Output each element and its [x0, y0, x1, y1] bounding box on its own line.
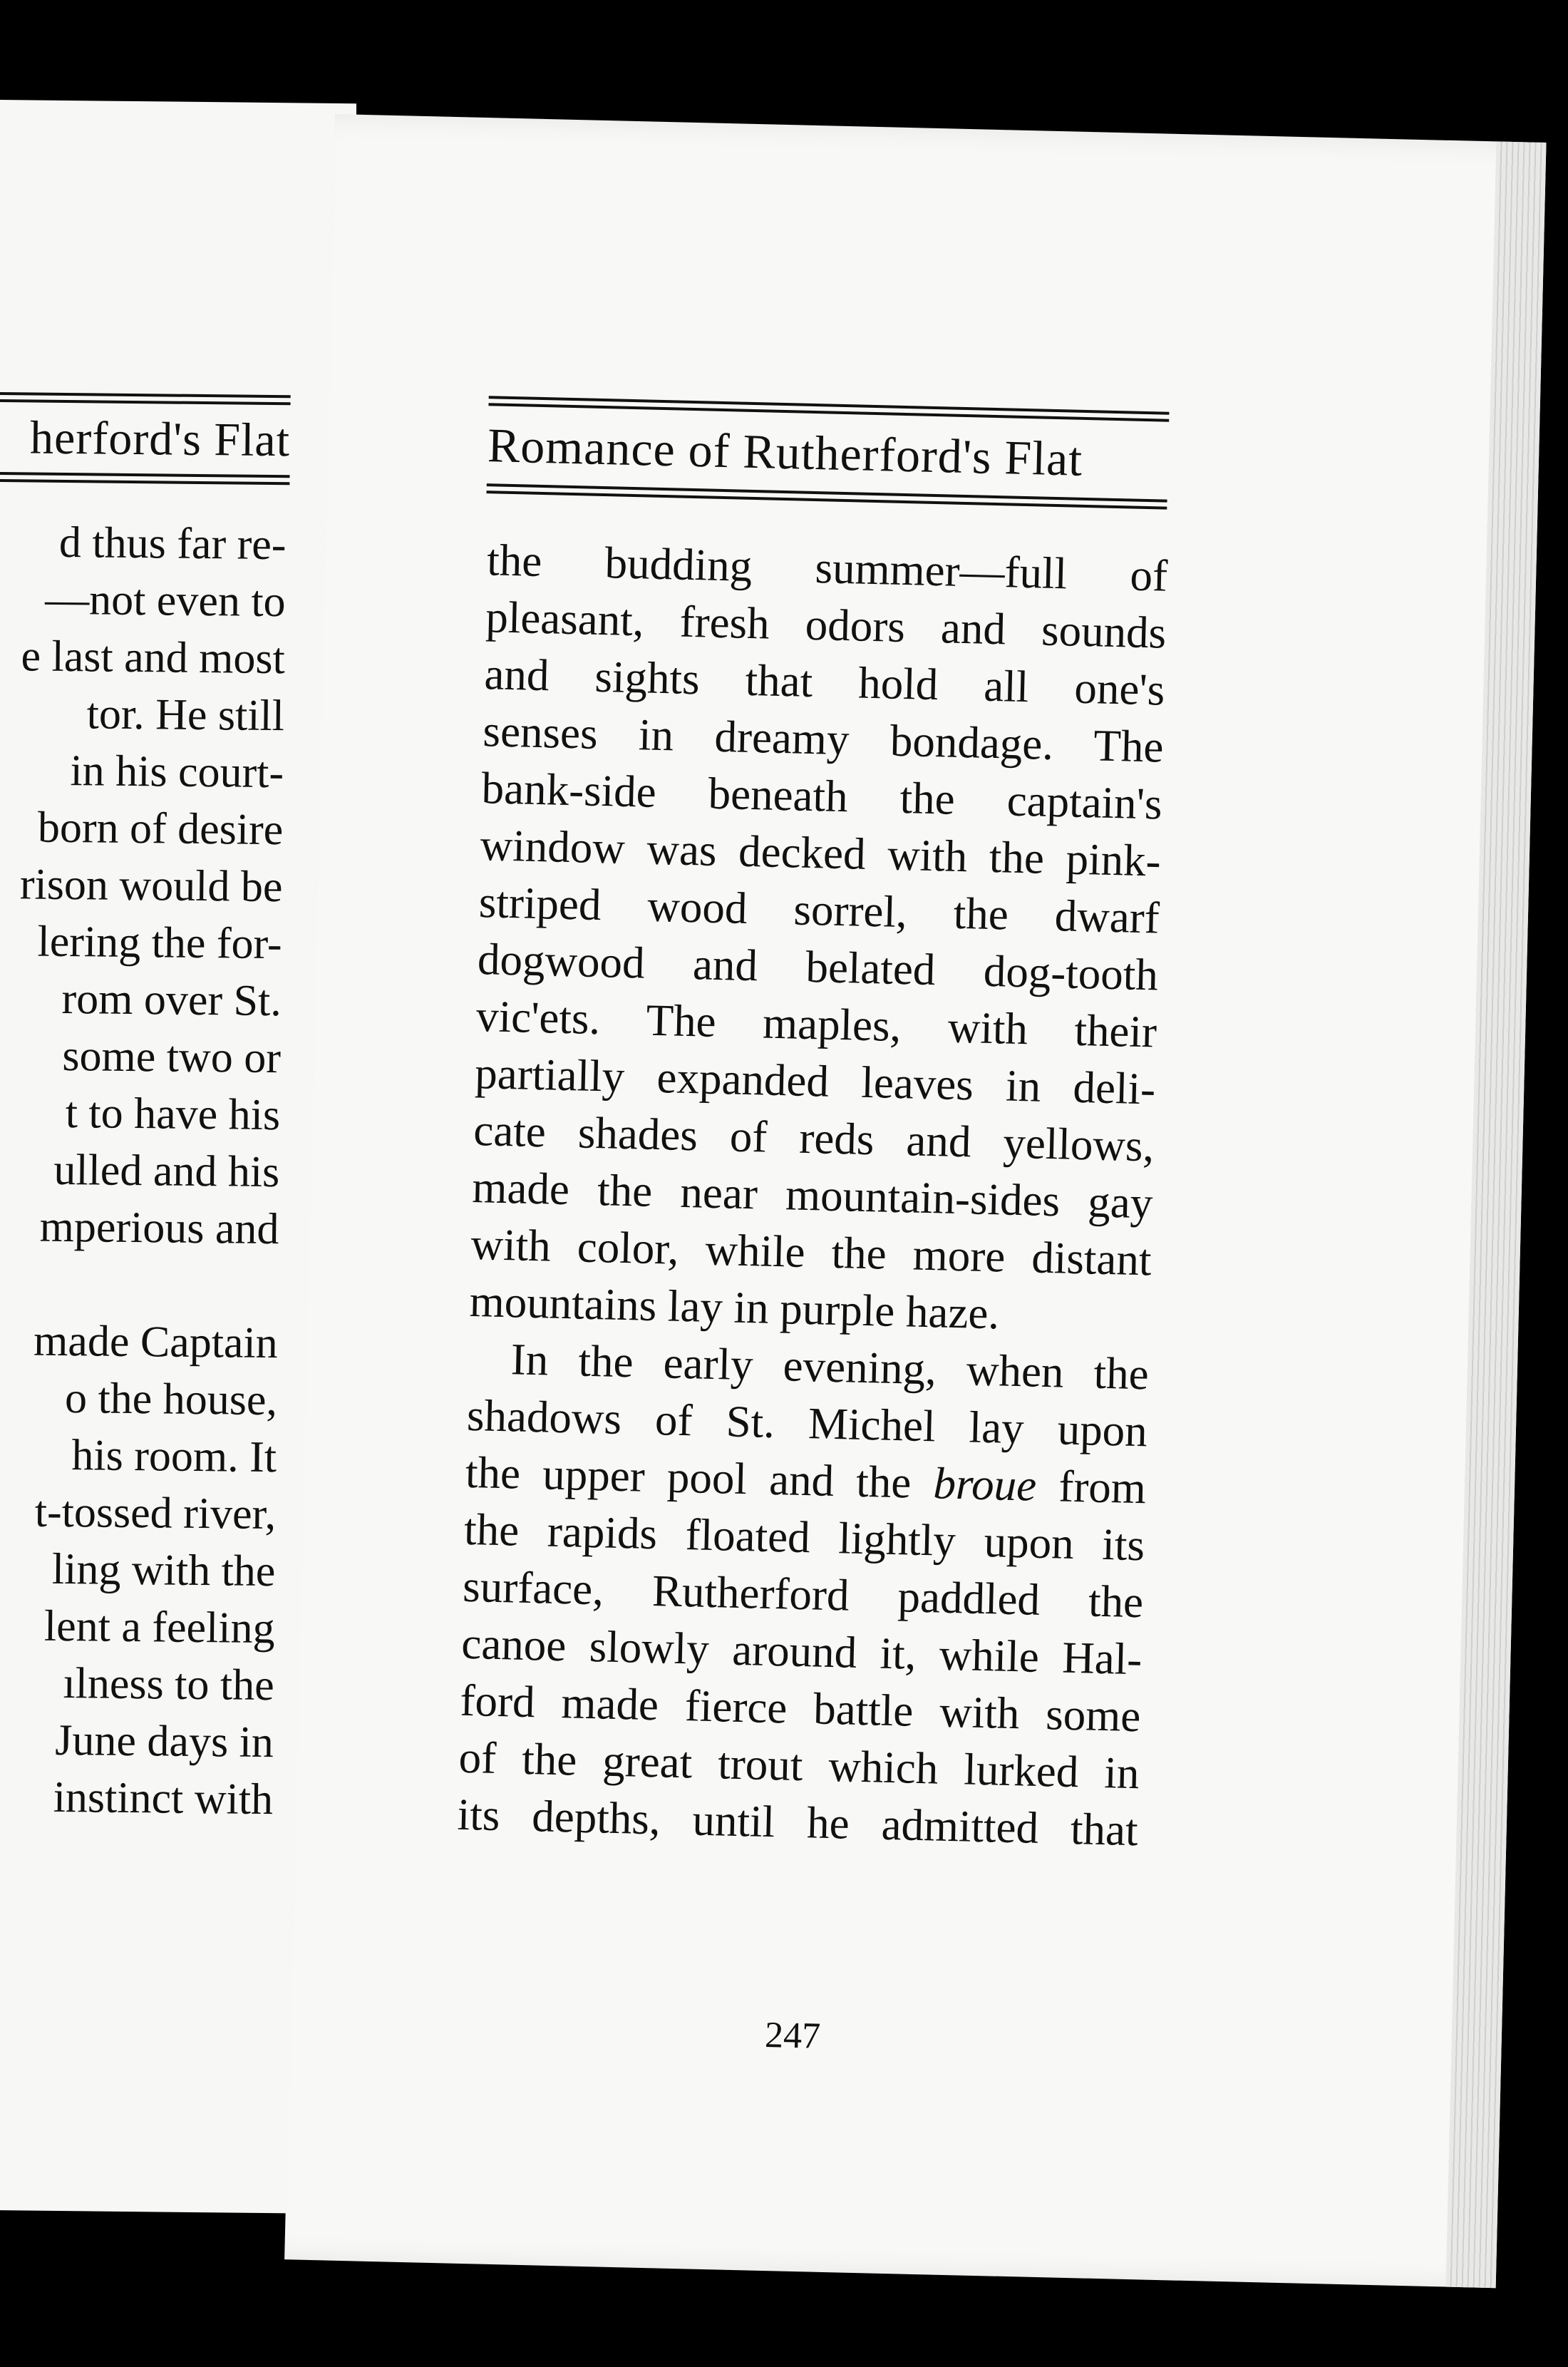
- text-line: instinct with: [53, 1772, 274, 1824]
- text-line: its depths, until he admitted that: [457, 1789, 1139, 1856]
- text-line: e last and most: [21, 632, 286, 684]
- text-line: born of desire: [37, 803, 284, 855]
- text-line: mountains lay in purple haze.: [469, 1275, 1000, 1339]
- right-running-head: [486, 396, 1169, 513]
- left-running-head: [0, 391, 291, 489]
- text-line: senses in dreamy bondage. The: [482, 706, 1165, 772]
- page-edge-stack: [1446, 141, 1547, 2288]
- header-rule: [0, 471, 290, 478]
- text-line: partially expanded leaves in deli-: [474, 1048, 1156, 1114]
- text-line: window was decked with the pink-: [480, 820, 1162, 886]
- text-line: ulled and his: [53, 1145, 280, 1197]
- text-line: the budding summer—full of: [486, 535, 1168, 601]
- right-page: [284, 114, 1546, 2288]
- text-line: the upper pool and the broue from: [465, 1447, 1147, 1514]
- paragraph-gap: [0, 1253, 279, 1315]
- text-line: vic'ets. The maples, with their: [475, 991, 1157, 1057]
- text-line: t to have his: [65, 1089, 281, 1140]
- text-line: ling with the: [51, 1544, 276, 1596]
- page-number: 247: [764, 2014, 821, 2057]
- text-line: and sights that hold all one's: [483, 649, 1166, 715]
- text-line: cate shades of reds and yellows,: [473, 1104, 1155, 1171]
- left-page-text: [0, 511, 287, 1828]
- text-line: of the great trout which lurked in: [458, 1732, 1140, 1799]
- italic-word: broue: [932, 1458, 1038, 1511]
- text-line: ılness to the: [63, 1659, 275, 1710]
- text-line: made Captain: [33, 1316, 279, 1368]
- text-line: surface, Rutherford paddled the: [462, 1561, 1144, 1628]
- text-line: pleasant, fresh odors and sounds: [485, 592, 1167, 658]
- text-line: made the near mountain-sides gay: [471, 1161, 1154, 1228]
- header-rule: [0, 391, 291, 398]
- text-line: bank-side beneath the captain's: [480, 763, 1163, 829]
- text-line: In the early evening, when the: [510, 1334, 1150, 1400]
- text-line: tor. He still: [86, 689, 285, 741]
- text-line: rison would be: [19, 860, 283, 912]
- text-line: June days in: [55, 1715, 274, 1767]
- text-line: d thus far re-: [58, 518, 287, 570]
- header-rule: [0, 478, 289, 485]
- text-line: o the house,: [64, 1374, 278, 1425]
- text-line: in his court-: [70, 746, 284, 798]
- text-line: the rapids floated lightly upon its: [463, 1504, 1145, 1571]
- text-line: dogwood and belated dog-tooth: [477, 934, 1159, 1000]
- text-line: t-tossed river,: [34, 1487, 277, 1539]
- right-page-text: [457, 531, 1168, 2057]
- header-rule: [0, 398, 291, 405]
- text-line: —not even to: [44, 575, 287, 627]
- text-line: lering the for-: [37, 917, 282, 969]
- text-line: some two or: [62, 1031, 282, 1083]
- text-line: striped wood sorrel, the dwarf: [478, 877, 1160, 943]
- text-line: canoe slowly around it, while Hal-: [460, 1618, 1143, 1685]
- text-line: his room. It: [71, 1431, 277, 1482]
- text-line: ford made fierce battle with some: [459, 1675, 1142, 1742]
- text-line: rom over St.: [61, 974, 282, 1026]
- text-line: mperious and: [39, 1202, 279, 1254]
- right-running-head-title: Romance of Rutherford's Flat: [487, 418, 1084, 486]
- text-line: with color, while the more distant: [470, 1218, 1152, 1285]
- text-line: shadows of St. Michel lay upon: [466, 1390, 1148, 1457]
- left-running-head-title: herford's Flat: [29, 411, 291, 467]
- text-line: lent a feeling: [43, 1601, 275, 1653]
